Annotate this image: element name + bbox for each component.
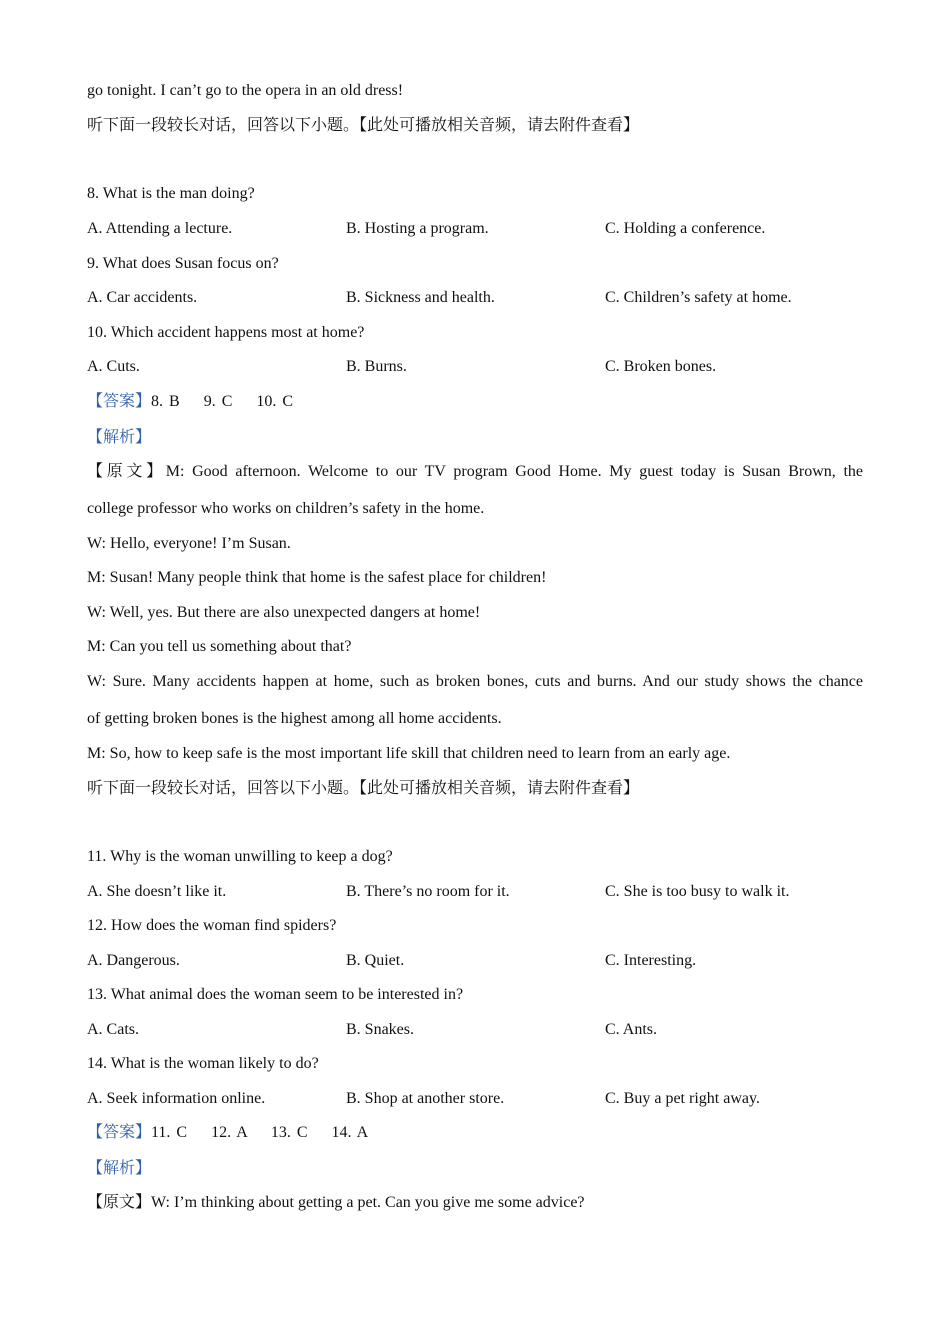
question-11: 11. Why is the woman unwilling to keep a dog? [87, 848, 393, 865]
question-13: 13. What animal does the woman seem to be interested in? [87, 986, 464, 1003]
question-14: 14. What is the woman likely to do? [87, 1055, 319, 1072]
question-9: 9. What does Susan focus on? [87, 255, 279, 272]
analysis-tag: 【解析】 [87, 1160, 152, 1177]
transcript-line: W: Sure. Many accidents happen at home, such as broken bones, cuts and burns. And our study shows the chance [87, 673, 863, 690]
q9-option-b: B. Sickness and health. [346, 289, 495, 306]
q12-option-c: C. Interesting. [605, 952, 697, 969]
analysis-tag: 【解析】 [87, 429, 152, 446]
answer-tag: 【答案】 [87, 1124, 152, 1141]
answer-line-1 [87, 392, 863, 412]
q10-option-b: B. Burns. [346, 358, 407, 375]
q13-option-c: C. Ants. [605, 1021, 658, 1038]
answer-tag: 【答案】 [87, 393, 152, 410]
answer-line-2 [87, 1123, 863, 1143]
q8-option-a: A. Attending a lecture. [87, 220, 233, 237]
transcript-line: 【原文】M: Good afternoon. Welcome to our TV program Good Home. My guest today is Susan Brown, the [87, 463, 863, 480]
transcript-line: of getting broken bones is the highest among all home accidents. [87, 710, 502, 727]
q8-option-c: C. Holding a conference. [605, 220, 766, 237]
q10-option-c: C. Broken bones. [605, 358, 717, 375]
transcript-line: M: Can you tell us something about that? [87, 638, 352, 655]
transcript-line: college professor who works on children’s safety in the home. [87, 500, 485, 517]
transcript-line: 【原文】W: I’m thinking about getting a pet. Can you give me some advice? [87, 1194, 585, 1211]
q10-option-a: A. Cuts. [87, 358, 140, 375]
q14-option-b: B. Shop at another store. [346, 1090, 505, 1107]
q12-option-a: A. Dangerous. [87, 952, 180, 969]
audio-instruction: 听下面一段较长对话，回答以下小题。【此处可播放相关音频，请去附件查看】 [87, 117, 640, 134]
question-10: 10. Which accident happens most at home? [87, 324, 365, 341]
transcript-line: M: So, how to keep safe is the most important life skill that children need to learn from an early age. [87, 745, 731, 762]
text-line: go tonight. I can’t go to the opera in an old dress! [87, 82, 404, 99]
q11-option-c: C. She is too busy to walk it. [605, 883, 790, 900]
question-8: 8. What is the man doing? [87, 185, 255, 202]
transcript-line: M: Susan! Many people think that home is the safest place for children! [87, 569, 547, 586]
q13-option-b: B. Snakes. [346, 1021, 414, 1038]
audio-instruction: 听下面一段较长对话，回答以下小题。【此处可播放相关音频，请去附件查看】 [87, 780, 640, 797]
q14-option-c: C. Buy a pet right away. [605, 1090, 760, 1107]
question-12: 12. How does the woman find spiders? [87, 917, 337, 934]
transcript-line: W: Hello, everyone! I’m Susan. [87, 535, 291, 552]
q12-option-b: B. Quiet. [346, 952, 405, 969]
q9-option-c: C. Children’s safety at home. [605, 289, 792, 306]
q13-option-a: A. Cats. [87, 1021, 139, 1038]
transcript-line: W: Well, yes. But there are also unexpected dangers at home! [87, 604, 481, 621]
q11-option-a: A. She doesn’t like it. [87, 883, 227, 900]
q9-option-a: A. Car accidents. [87, 289, 198, 306]
q11-option-b: B. There’s no room for it. [346, 883, 510, 900]
answer-values: 8. B 9. C 10. C [151, 393, 294, 410]
q14-option-a: A. Seek information online. [87, 1090, 266, 1107]
q8-option-b: B. Hosting a program. [346, 220, 489, 237]
answer-values: 11. C 12. A 13. C 14. A [151, 1124, 369, 1141]
